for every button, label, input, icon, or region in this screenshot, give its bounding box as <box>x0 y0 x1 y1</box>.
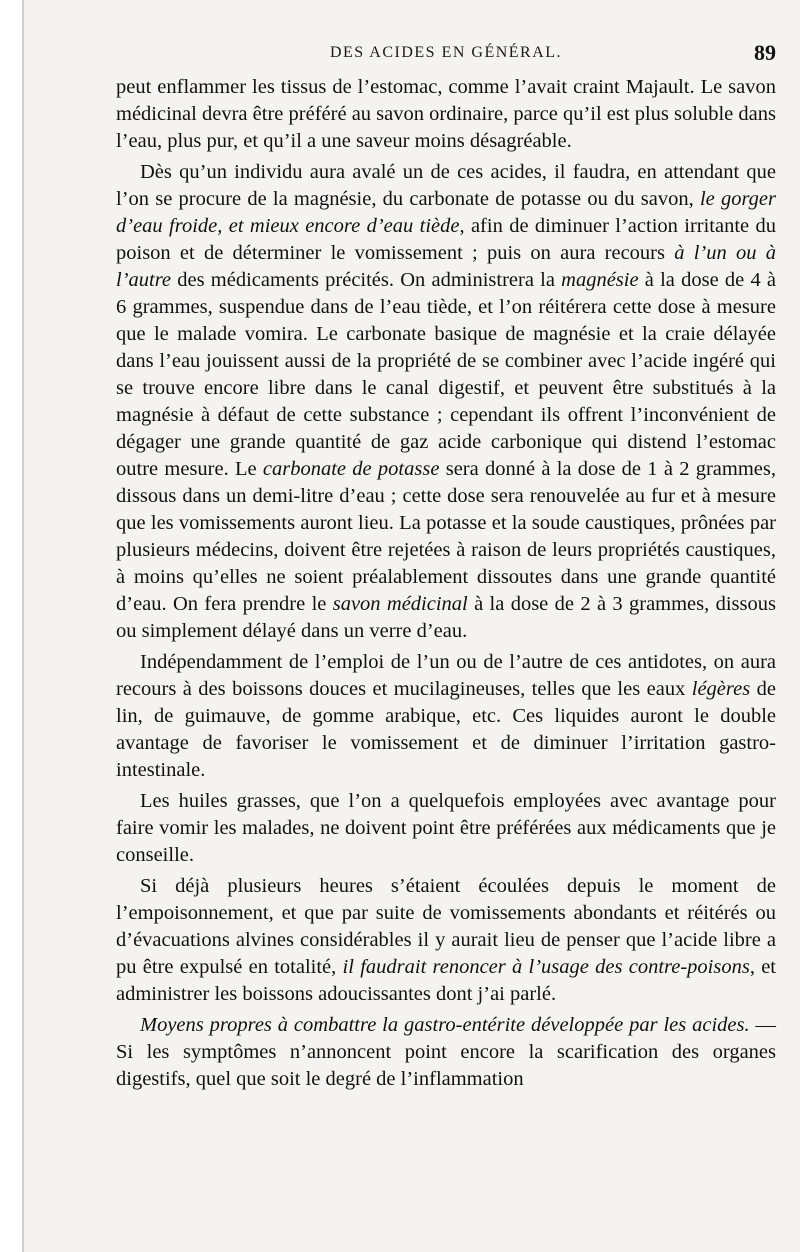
italic-text-run: carbonate de potasse <box>262 458 440 480</box>
text-run: à la dose de 4 à 6 grammes, suspendue dans de l’eau tiède, et l’on réitérera cette dose à mesure que le malade vomira. Le carbonate basique de magnésie et la craie délayée dans l’eau jouissent aussi de la propriété de se combiner avec l’acide ingéré qui se trouve encore libre dans le canal digestif, et peuvent être substitués à la magnésie à défaut de cette substance ; cependant ils offrent l’inconvénient de dégager une grande quantité de gaz acide carbonique qui distend l’estomac outre mesure. Le <box>116 269 776 480</box>
text-run: des médicaments précités. On administrera la <box>171 269 562 291</box>
paragraph-1 <box>116 74 776 155</box>
text-run: Les huiles grasses, que l’on a quelquefois employées avec avantage pour faire vomir les malades, ne doivent point être préférées aux médicaments que je conseille. <box>116 790 776 866</box>
italic-text-run: le gorger d’eau froide, et mieux encore d’eau tiède <box>116 188 777 237</box>
page-body <box>116 74 776 1097</box>
text-run: à la dose de 2 à 3 grammes, dissous ou simplement délayé dans un verre d’eau. <box>116 593 776 642</box>
text-run: sera donné à la dose de 1 à 2 grammes, dissous dans un demi-litre d’eau ; cette dose sera renouvelée au fur et à mesure que les vomissements auront lieu. La potasse et la soude caustiques, prônées par plusieurs médecins, doivent être rejetées à raison de leurs propriétés caustiques, à moins qu’elles ne soient préalablement dissoutes dans une grande quantité d’eau. On fera prendre le <box>116 458 776 615</box>
italic-text-run: magnésie <box>561 269 639 291</box>
italic-text-run: à l’un ou à l’autre <box>116 242 776 291</box>
text-run: Dès qu’un individu aura avalé un de ces acides, il faudra, en attendant que l’on se procure de la magnésie, du carbonate de potasse ou du savon, <box>116 161 776 210</box>
text-run: peut enflammer les tissus de l’estomac, comme l’avait craint Majault. Le savon médicinal devra être préféré au savon ordinaire, parce qu’il est plus soluble dans l’eau, plus pur, et qu’il a une saveur moins désagréable. <box>116 76 776 152</box>
paragraph-5 <box>116 873 776 1008</box>
running-title: DES ACIDES EN GÉNÉRAL. <box>329 44 563 61</box>
text-run: , et administrer les boissons adoucissantes dont j’ai parlé. <box>116 956 776 1005</box>
paragraph-3 <box>116 649 776 784</box>
paragraph-4 <box>116 788 776 869</box>
page-header <box>116 40 776 70</box>
italic-text-run: Moyens propres à combattre la gastro-entérite développée par les acides. <box>140 1014 750 1036</box>
paragraph-6 <box>116 1012 776 1093</box>
italic-text-run: savon médicinal <box>332 593 468 615</box>
text-run: Indépendamment de l’emploi de l’un ou de l’autre de ces antidotes, on aura recours à des boissons douces et mucilagineuses, telles que les eaux <box>116 651 776 700</box>
italic-text-run: légères <box>691 678 751 700</box>
text-run: Si déjà plusieurs heures s’étaient écoulées depuis le moment de l’empoisonnement, et que par suite de vomissements abondants et réitérés ou d’évacuations alvines considérables il y aurait lieu de penser que l’acide libre a pu être expulsé en totalité, <box>116 875 776 978</box>
text-run: , afin de diminuer l’action irritante du poison et de déterminer le vomissement ; puis on aura recours <box>116 215 776 264</box>
text-run: de lin, de guimauve, de gomme arabique, etc. Ces liquides auront le double avantage de favoriser le vomissement et de diminuer l’irritation gastro-intestinale. <box>116 678 776 781</box>
text-run: — Si les symptômes n’annoncent point encore la scarification des organes digestifs, quel que soit le degré de l’inflammation <box>116 1014 776 1090</box>
book-page <box>22 0 800 1252</box>
italic-text-run: il faudrait renoncer à l’usage des contre-poisons <box>342 956 750 978</box>
paragraph-2 <box>116 159 776 645</box>
page-number: 89 <box>754 40 776 65</box>
